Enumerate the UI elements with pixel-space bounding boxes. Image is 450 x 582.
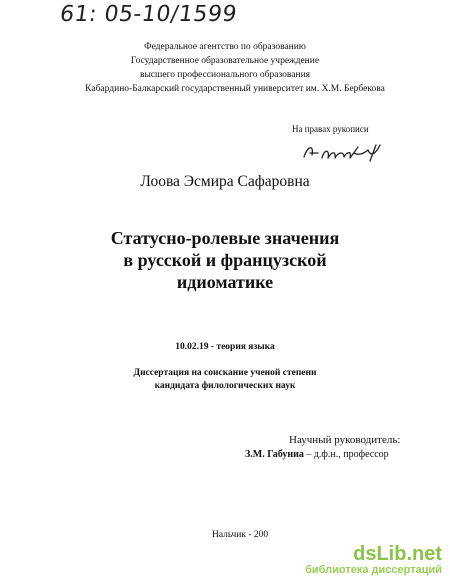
supervisor-info [245, 449, 389, 460]
specialty-code: 10.02.19 - теория языка [175, 342, 275, 352]
author-name: Лоова Эсмира Сафаровна [140, 173, 310, 190]
org-line-1: Федеральное агентство по образованию [144, 42, 306, 52]
dissertation-line-1: Диссертация на соискание ученой степени [133, 368, 317, 378]
supervisor-label: Научный руководитель: [289, 434, 401, 446]
watermark-logo: dsLib.net [353, 543, 442, 565]
org-line-3: высшего профессионального образования [139, 70, 311, 80]
title-line-3: идиоматике [176, 272, 274, 292]
handwritten-signature [300, 141, 390, 163]
rights-label: На правах рукописи [292, 124, 369, 134]
title-line-2: в русской и французской [123, 250, 327, 270]
org-line-2: Государственное образовательное учреждение [130, 56, 320, 66]
city-year: Нальчик - 200 [212, 530, 269, 540]
handwritten-registration-number: 61: 05-10/1599 [58, 2, 239, 27]
dissertation-line-2: кандидата филологических наук [154, 381, 296, 391]
watermark [305, 544, 442, 576]
supervisor-name: З.М. Габуниа [245, 449, 304, 460]
supervisor-degree: – д.ф.н., профессор [303, 449, 389, 460]
watermark-subtitle: библиотека диссертаций [305, 564, 442, 576]
title-line-1: Статусно-ролевые значения [110, 228, 340, 248]
org-line-4: Кабардино-Балкарский государственный университет им. Х.М. Бербекова [85, 84, 385, 94]
